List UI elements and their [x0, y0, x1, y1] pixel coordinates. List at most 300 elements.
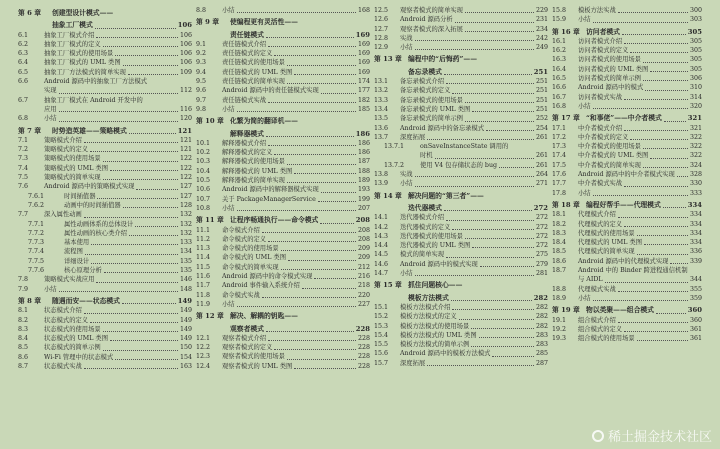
toc-entry — [18, 182, 192, 191]
entry-page-number: 333 — [689, 189, 702, 197]
entry-title: Android 源码中的中介者模式实现 — [578, 171, 675, 179]
leader-dots — [274, 343, 356, 350]
toc-column-3 — [374, 6, 548, 368]
toc-chapter-entry — [374, 192, 548, 201]
watermark-text: 稀土掘金技术社区 — [607, 430, 712, 445]
leader-dots — [637, 229, 688, 236]
toc-entry — [552, 285, 702, 294]
toc-entry — [374, 331, 548, 340]
leader-dots — [492, 349, 534, 356]
entry-title: 随遇而安——状态模式 — [52, 296, 120, 305]
entry-page-number: 127 — [179, 192, 192, 200]
leader-dots — [314, 272, 356, 279]
entry-page-number: 228 — [357, 334, 370, 342]
leader-dots — [435, 151, 534, 158]
entry-title: 解释器模式的 UML 类图 — [222, 167, 293, 175]
entry-title: onSaveInstanceState 调用的 — [420, 143, 509, 151]
toc-entry — [552, 133, 702, 142]
entry-number: 7.3 — [18, 155, 29, 163]
entry-number — [552, 275, 578, 284]
entry-title: 状态模式的定义 — [44, 316, 89, 324]
toc-entry — [552, 93, 702, 102]
entry-page-number: 321 — [689, 124, 702, 132]
leader-dots — [465, 114, 534, 121]
leader-dots — [624, 179, 688, 186]
entry-page-number: 279 — [535, 260, 548, 268]
entry-title: 小结 — [578, 102, 591, 110]
toc-entry — [374, 133, 548, 142]
toc-entry — [18, 353, 192, 362]
toc-entry — [18, 173, 192, 182]
entry-number — [374, 151, 420, 160]
toc-entry — [374, 114, 548, 123]
entry-title: Android 源码中的代理模式实现 — [578, 257, 669, 265]
leader-dots — [593, 15, 688, 22]
entry-number: 7.8 — [18, 276, 29, 284]
entry-page-number: 112 — [179, 87, 192, 95]
entry-page-number: 231 — [535, 16, 548, 24]
entry-title: 解释器模式介绍 — [222, 139, 267, 147]
entry-page-number: 106 — [179, 50, 192, 58]
leader-dots — [624, 325, 688, 332]
toc-chapter-entry — [196, 216, 370, 225]
entry-title: 流程图 — [64, 248, 83, 256]
entry-page-number: 174 — [357, 78, 370, 86]
toc-entry — [18, 136, 192, 145]
toc-entry — [552, 334, 702, 343]
entry-page-number: 328 — [689, 171, 702, 179]
entry-number: 17.6 — [552, 171, 567, 179]
entry-number: 17.4 — [552, 152, 567, 160]
toc-entry — [18, 325, 192, 334]
entry-number: 12.4 — [196, 362, 211, 370]
entry-number: 19.3 — [552, 335, 567, 343]
entry-page-number: 193 — [357, 186, 370, 194]
toc-entry — [196, 77, 370, 86]
leader-dots — [84, 362, 178, 369]
leader-dots — [91, 238, 178, 245]
toc-entry — [196, 343, 370, 352]
entry-title: 中介者模式的 UML 类图 — [578, 152, 649, 160]
entry-page-number: 272 — [535, 242, 548, 250]
leader-dots — [95, 21, 176, 28]
leader-dots — [96, 275, 178, 282]
entry-page-number: 275 — [535, 251, 548, 259]
toc-entry — [374, 124, 548, 133]
toc-entry — [18, 362, 192, 371]
leader-dots — [479, 331, 534, 338]
toc-entry — [374, 105, 548, 114]
leader-dots — [656, 306, 686, 313]
entry-title: 小结 — [400, 270, 413, 278]
entry-page-number: 282 — [533, 293, 548, 302]
leader-dots — [643, 55, 688, 62]
toc-entry — [18, 247, 192, 256]
leader-dots — [644, 238, 688, 245]
leader-dots — [84, 306, 178, 313]
entry-page-number: 336 — [689, 248, 702, 256]
entry-page-number: 185 — [357, 105, 370, 113]
entry-page-number: 282 — [535, 303, 548, 311]
entry-number: 7.6.1 — [28, 192, 45, 200]
leader-dots — [91, 257, 178, 264]
entry-number: 12.9 — [374, 44, 389, 52]
leader-dots — [415, 43, 534, 50]
entry-title: 时间插值器 — [64, 192, 96, 200]
toc-entry — [196, 291, 370, 300]
toc-entry — [374, 340, 548, 349]
entry-page-number: 106 — [177, 21, 192, 30]
toc-entry — [374, 151, 548, 160]
entry-title: 备忘录模式 — [408, 67, 442, 76]
entry-number: 7.7.3 — [28, 239, 45, 247]
leader-dots — [268, 139, 356, 146]
toc-entry — [18, 58, 192, 67]
leader-dots — [593, 189, 688, 196]
entry-title: 状态模式的简单示例 — [44, 344, 101, 352]
entry-page-number: 135 — [179, 267, 192, 275]
leader-dots — [318, 195, 356, 202]
entry-title: Android 源码中的策略模式实现 — [44, 183, 135, 191]
entry-page-number: 229 — [535, 7, 548, 14]
entry-number: 7.7.4 — [28, 248, 45, 256]
entry-page-number: 122 — [179, 164, 192, 172]
entry-title: 代理模式介绍 — [578, 211, 616, 219]
leader-dots — [472, 241, 534, 248]
toc-entry — [196, 167, 370, 176]
toc-chapter-entry — [196, 117, 370, 126]
leader-dots — [123, 201, 178, 208]
entry-title: 解释器模式的简单实现 — [222, 177, 285, 185]
leader-dots — [677, 170, 688, 177]
leader-dots — [136, 182, 178, 189]
entry-title: 小结 — [578, 189, 591, 197]
entry-number: 12.8 — [374, 34, 389, 42]
entry-title: 中介者模式的使用场景 — [578, 143, 641, 151]
leader-dots — [294, 167, 356, 174]
leader-dots — [288, 253, 356, 260]
entry-number: 14.2 — [374, 223, 389, 231]
entry-page-number: 189 — [357, 177, 370, 185]
leader-dots — [624, 93, 688, 100]
leader-dots — [618, 285, 688, 292]
entry-page-number: 272 — [533, 203, 548, 212]
entry-title: 小结 — [400, 180, 413, 188]
entry-page-number: 121 — [179, 146, 192, 154]
entry-page-number: 334 — [689, 229, 702, 237]
leader-dots — [643, 161, 688, 168]
entry-title: Android 源码中的模式实现 — [400, 260, 478, 268]
entry-title: 抽象工厂模式 — [52, 21, 93, 30]
toc-entry — [552, 294, 702, 303]
entry-title: 小结 — [44, 115, 57, 123]
entry-page-number: 361 — [689, 325, 702, 333]
toc-entry — [18, 105, 192, 114]
toc-entry — [374, 179, 548, 188]
entry-number: 6.8 — [18, 115, 29, 123]
leader-dots — [472, 105, 534, 112]
leader-dots — [452, 86, 534, 93]
entry-page-number: 135 — [179, 257, 192, 265]
entry-number: 7.6.2 — [28, 201, 45, 209]
entry-number: 8.3 — [18, 325, 29, 333]
entry-page-number: 330 — [689, 180, 702, 188]
toc-column-2 — [196, 6, 370, 371]
entry-title: Android 源码中的解释器模式实现 — [222, 186, 319, 194]
entry-page-number: 106 — [179, 59, 192, 67]
entry-number — [374, 294, 408, 303]
juejin-logo-icon — [592, 430, 604, 442]
entry-title: 解释器模式的使用场景 — [222, 158, 285, 166]
entry-page-number: 177 — [357, 87, 370, 95]
entry-number: 7.9 — [18, 285, 29, 293]
entry-page-number: 303 — [689, 16, 702, 24]
entry-number: 15.4 — [374, 331, 389, 339]
entry-title: 命令模式的简单实现 — [222, 263, 279, 271]
entry-page-number: 228 — [357, 353, 370, 361]
toc-entry — [552, 46, 702, 55]
entry-page-number: 148 — [179, 285, 192, 293]
toc-entry — [552, 83, 702, 92]
entry-page-number: 186 — [357, 139, 370, 147]
toc-entry — [18, 275, 192, 284]
entry-number: 10.4 — [196, 167, 211, 175]
leader-dots — [486, 124, 534, 131]
entry-number: 16.1 — [552, 37, 567, 45]
entry-title: 中介者模式介绍 — [578, 124, 623, 132]
entry-number: 13.6 — [374, 124, 389, 132]
entry-number: 16.3 — [552, 56, 567, 64]
entry-page-number: 306 — [689, 75, 702, 83]
leader-dots — [128, 68, 178, 75]
toc-entry — [374, 96, 548, 105]
toc-entry — [374, 322, 548, 331]
entry-number: 14.1 — [374, 214, 389, 222]
entry-number: 18.5 — [552, 248, 567, 256]
toc-entry — [552, 102, 702, 111]
entry-page-number: 283 — [535, 331, 548, 339]
entry-title: 命令模式的定义 — [222, 235, 267, 243]
toc-chapter-entry — [374, 68, 548, 77]
leader-dots — [294, 68, 356, 75]
toc-chapter-entry — [196, 312, 370, 321]
toc-entry — [552, 266, 702, 275]
entry-title: 化繁为简的翻译机—— — [230, 117, 298, 126]
leader-dots — [593, 102, 688, 109]
leader-dots — [59, 86, 178, 93]
entry-number: 14.5 — [374, 251, 389, 259]
toc-chapter-entry — [196, 325, 370, 334]
entry-title: 责任链模式实战 — [222, 96, 267, 104]
leader-dots — [262, 291, 356, 298]
toc-entry — [196, 148, 370, 157]
entry-title: 命令模式的 UML 类图 — [222, 254, 287, 262]
entry-title: 访问者模式的 UML 类图 — [578, 65, 649, 73]
entry-title: 观察者模式的简单实现 — [400, 7, 463, 14]
entry-title: 访问者模式的简单示例 — [578, 75, 641, 83]
entry-page-number: 281 — [535, 270, 548, 278]
leader-dots — [268, 235, 356, 242]
leader-dots — [643, 74, 688, 81]
entry-title: 抽象工厂模式在 Android 开发中的 — [44, 96, 143, 104]
entry-page-number: 334 — [689, 211, 702, 219]
entry-number: 16.4 — [552, 65, 567, 73]
leader-dots — [624, 124, 688, 131]
entry-title: 观察者模式的深入拓展 — [400, 25, 463, 33]
entry-number: 6.5 — [18, 68, 29, 76]
entry-title: 小结 — [400, 44, 413, 52]
toc-entry — [552, 238, 702, 247]
leader-dots — [618, 6, 688, 13]
toc-entry — [196, 272, 370, 281]
toc-chapter-entry — [374, 294, 548, 303]
leader-dots — [663, 201, 686, 208]
entry-number: 12.7 — [374, 25, 389, 33]
entry-page-number: 251 — [535, 105, 548, 113]
entry-title: 代理模式的定义 — [578, 220, 623, 228]
toc-entry — [196, 96, 370, 105]
entry-number: 18.2 — [552, 220, 567, 228]
leader-dots — [637, 334, 688, 341]
leader-dots — [650, 65, 688, 72]
leader-dots — [122, 297, 176, 304]
toc-chapter-entry — [374, 55, 548, 64]
entry-page-number: 169 — [357, 40, 370, 48]
entry-title: 编程好帮手——代理模式 — [586, 200, 661, 209]
entry-title: 代理模式实战 — [578, 285, 616, 293]
toc-entry — [374, 241, 548, 250]
entry-number: 15.5 — [374, 341, 389, 349]
entry-title: 观察者模式的定义 — [222, 344, 273, 352]
leader-dots — [85, 247, 178, 254]
toc-entry — [18, 210, 192, 219]
toc-entry — [18, 31, 192, 40]
entry-number: 19.2 — [552, 325, 567, 333]
entry-title: 属性动画的核心类介绍 — [64, 229, 127, 237]
toc-entry — [196, 281, 370, 290]
entry-title: Android 源码中的命令模式实现 — [222, 273, 313, 281]
entry-title: Android 源码中的模式 — [578, 84, 644, 92]
entry-title: 观察者模式的使用场景 — [222, 353, 285, 361]
entry-number: 第 11 章 — [196, 216, 224, 225]
entry-title: 小结 — [222, 204, 235, 212]
toc-entry — [196, 157, 370, 166]
entry-number — [196, 31, 230, 40]
entry-page-number: 106 — [179, 40, 192, 48]
toc-chapter-entry — [374, 281, 548, 290]
toc-entry — [374, 25, 548, 34]
leader-dots — [624, 220, 688, 227]
entry-number: 17.3 — [552, 143, 567, 151]
entry-page-number: 132 — [179, 220, 192, 228]
entry-page-number: 132 — [179, 211, 192, 219]
toc-entry — [18, 220, 192, 229]
entry-page-number: 321 — [687, 114, 702, 123]
toc-entry — [552, 142, 702, 151]
leader-dots — [465, 6, 534, 13]
entry-number: 16.2 — [552, 47, 567, 55]
entry-page-number: 133 — [179, 239, 192, 247]
entry-title: 与 AIDL — [578, 276, 603, 284]
entry-title: 责任链模式 — [230, 30, 264, 39]
entry-page-number: 272 — [535, 223, 548, 231]
leader-dots — [427, 133, 534, 140]
entry-title: 抽象工厂模式介绍 — [44, 31, 95, 39]
toc-entry — [374, 43, 548, 52]
toc-entry — [196, 58, 370, 67]
entry-page-number: 169 — [357, 68, 370, 76]
leader-dots — [618, 316, 688, 323]
entry-page-number: 249 — [535, 44, 548, 52]
entry-title: 使编程更有灵活性—— — [230, 18, 298, 27]
entry-number: 6.6 — [18, 78, 29, 86]
entry-title: 深度拓展 — [400, 133, 426, 141]
leader-dots — [645, 83, 688, 90]
entry-number: 9.3 — [196, 59, 207, 67]
entry-title: 观察者模式的 UML 类图 — [222, 362, 293, 370]
entry-number: 18.8 — [552, 285, 567, 293]
entry-page-number: 209 — [357, 245, 370, 253]
leader-dots — [104, 266, 178, 273]
entry-title: 创建型设计模式—— — [52, 9, 114, 17]
entry-number: 11.1 — [196, 226, 211, 234]
toc-entry — [552, 316, 702, 325]
toc-entry — [196, 6, 370, 15]
leader-dots — [465, 96, 534, 103]
entry-number — [196, 325, 230, 334]
entry-page-number: 149 — [179, 335, 192, 343]
entry-number: 6.1 — [18, 31, 29, 39]
toc-chapter-entry — [552, 306, 702, 315]
entry-page-number: 251 — [533, 67, 548, 76]
entry-title: Android 源码中的抽象工厂方法模式 — [44, 78, 148, 86]
entry-number: 第 13 章 — [374, 55, 402, 64]
entry-number: 8.6 — [18, 353, 29, 361]
toc-entry — [374, 359, 548, 368]
entry-page-number: 150 — [179, 344, 192, 352]
leader-dots — [287, 157, 356, 164]
leader-dots — [444, 204, 532, 211]
entry-title: 模板方法模式的 UML 类图 — [400, 331, 477, 339]
leader-dots — [123, 58, 178, 65]
entry-number: 6.3 — [18, 50, 29, 58]
entry-number: 12.6 — [374, 16, 389, 24]
entry-number: 6.4 — [18, 59, 29, 67]
entry-page-number: 254 — [535, 124, 548, 132]
entry-page-number: 287 — [535, 359, 548, 367]
leader-dots — [110, 334, 178, 341]
toc-entry — [552, 229, 702, 238]
toc-entry — [374, 161, 548, 170]
entry-number: 16.5 — [552, 75, 567, 83]
entry-number: 10.1 — [196, 139, 211, 147]
toc-entry — [196, 235, 370, 244]
entry-title: Android 中的 Binder 跨进程通信机制 — [578, 267, 688, 275]
entry-title: 命令模式介绍 — [222, 226, 260, 234]
entry-title: 备忘录模式的 UML 类图 — [400, 105, 471, 113]
leader-dots — [630, 133, 688, 140]
leader-dots — [650, 151, 688, 158]
entry-title: 小结 — [222, 105, 235, 113]
toc-entry — [18, 164, 192, 173]
leader-dots — [103, 343, 178, 350]
entry-number: 7.6 — [18, 183, 29, 191]
entry-number: 14.6 — [374, 260, 389, 268]
entry-number — [374, 68, 408, 77]
toc-entry — [196, 263, 370, 272]
leader-dots — [465, 232, 534, 239]
entry-number — [18, 21, 52, 30]
